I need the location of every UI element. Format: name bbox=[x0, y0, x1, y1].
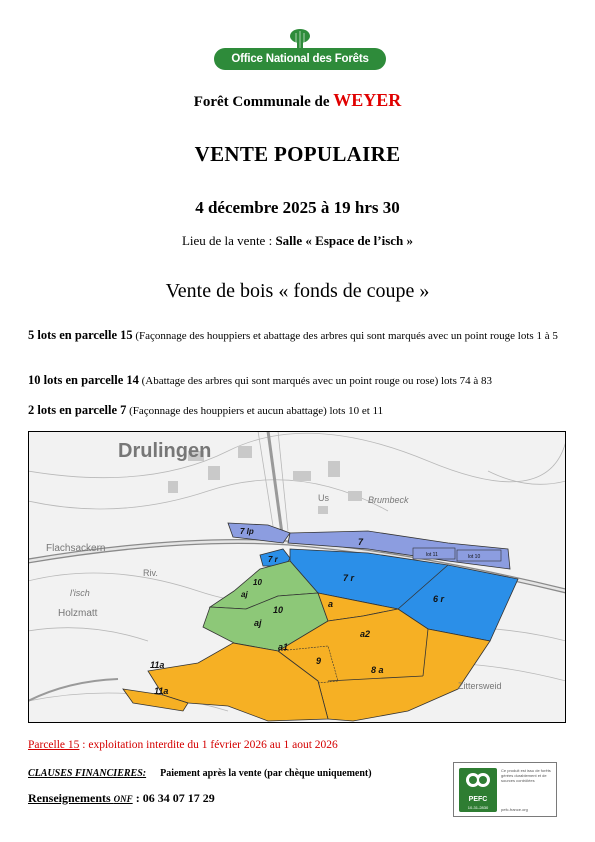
label-holzmatt: Holzmatt bbox=[58, 608, 98, 619]
label-10-top: 10 bbox=[253, 578, 262, 587]
clauses-financieres bbox=[28, 768, 372, 779]
lot-bold: 5 lots en parcelle 15 bbox=[28, 328, 133, 342]
onf-logo bbox=[214, 28, 386, 70]
label-a: a bbox=[328, 599, 334, 609]
lieu-prefix: Lieu de la vente : bbox=[181, 233, 276, 248]
lot-item bbox=[28, 373, 568, 388]
tree-icon bbox=[288, 28, 312, 50]
lot-text: (Façonnage des houppiers et abattage des arbres qui sont marqués avec un point rouge lots 1 à 5 bbox=[132, 330, 558, 342]
renseign-label: Renseignements bbox=[28, 791, 114, 805]
pefc-number: 10-31-2830 bbox=[467, 805, 489, 810]
parcelle-note-label: Parcelle 15 bbox=[28, 739, 80, 751]
label-7r: 7 r bbox=[343, 573, 355, 583]
renseignements bbox=[28, 791, 215, 806]
label-us: Us bbox=[318, 493, 329, 503]
label-aj: aj bbox=[254, 618, 262, 628]
lieu-value: Salle « Espace de l’isch » bbox=[275, 233, 414, 248]
label-7r-small: 7 r bbox=[268, 555, 278, 564]
renseign-phone: 06 34 07 17 29 bbox=[142, 791, 215, 805]
pefc-badge bbox=[453, 762, 557, 817]
pefc-tree-icon bbox=[459, 768, 497, 794]
label-isch: l'isch bbox=[70, 588, 90, 598]
label-lot10: lot 10 bbox=[468, 554, 481, 560]
lot-item bbox=[28, 403, 568, 418]
renseign-onf: ONF bbox=[113, 794, 133, 804]
label-a2: a2 bbox=[360, 629, 371, 639]
commune-name: WEYER bbox=[333, 90, 402, 110]
label-9: 9 bbox=[316, 656, 322, 666]
parcelle-note bbox=[28, 739, 338, 751]
pefc-label: PEFC bbox=[468, 796, 488, 803]
label-drulingen: Drulingen bbox=[118, 440, 212, 462]
label-7: 7 bbox=[358, 537, 364, 547]
pefc-logo bbox=[459, 768, 497, 812]
label-a1: a1 bbox=[278, 642, 289, 652]
clauses-text: Paiement après la vente (par chèque uniquement) bbox=[160, 768, 372, 779]
pefc-url: pefc-france.org bbox=[501, 807, 528, 812]
parcelle-note-text: : exploitation interdite du 1 février 2026 au 1 aout 2026 bbox=[79, 739, 338, 751]
label-brumbeck: Brumbeck bbox=[368, 495, 409, 505]
clauses-title: CLAUSES FINANCIERES: bbox=[28, 768, 147, 779]
label-aj-top: aj bbox=[241, 590, 248, 599]
lot-text: (Abattage des arbres qui sont marqués avec un point rouge ou rose) lots 74 à 83 bbox=[138, 375, 493, 387]
label-11a: 11a bbox=[150, 660, 165, 670]
label-6r: 6 r bbox=[433, 594, 445, 604]
renseign-colon: : bbox=[132, 791, 143, 805]
label-10: 10 bbox=[273, 605, 284, 615]
label-riv: Riv. bbox=[143, 568, 158, 578]
pefc-text: Ce produit est issu de forêts gérées durablement et de sources contrôlées bbox=[501, 768, 551, 783]
label-zittersweid: Zittersweid bbox=[458, 681, 502, 691]
lot-bold: 10 lots en parcelle 14 bbox=[28, 373, 139, 387]
map-svg bbox=[28, 431, 566, 723]
page-title: VENTE POPULAIRE bbox=[194, 142, 401, 166]
sale-date: 4 décembre 2025 à 19 hrs 30 bbox=[195, 198, 400, 217]
label-flachsackern: Flachsackern bbox=[46, 543, 106, 554]
label-11a-small: 11a bbox=[154, 686, 169, 696]
subtitle: Vente de bois « fonds de coupe » bbox=[165, 280, 430, 302]
parcel-map bbox=[28, 431, 566, 723]
logo-text: Office National des Forêts bbox=[214, 48, 386, 70]
lot-bold: 2 lots en parcelle 7 bbox=[28, 403, 127, 417]
lot-item bbox=[28, 328, 568, 343]
lot-text: (Façonnage des houppiers et aucun abattage) lots 10 et 11 bbox=[126, 405, 384, 417]
foret-prefix: Forêt Communale de bbox=[193, 94, 334, 110]
label-7lp: 7 lp bbox=[240, 527, 254, 536]
label-8a: 8 a bbox=[371, 665, 384, 675]
sale-location bbox=[0, 233, 595, 249]
foret-line bbox=[0, 90, 595, 111]
label-lot11: lot 11 bbox=[426, 552, 438, 558]
